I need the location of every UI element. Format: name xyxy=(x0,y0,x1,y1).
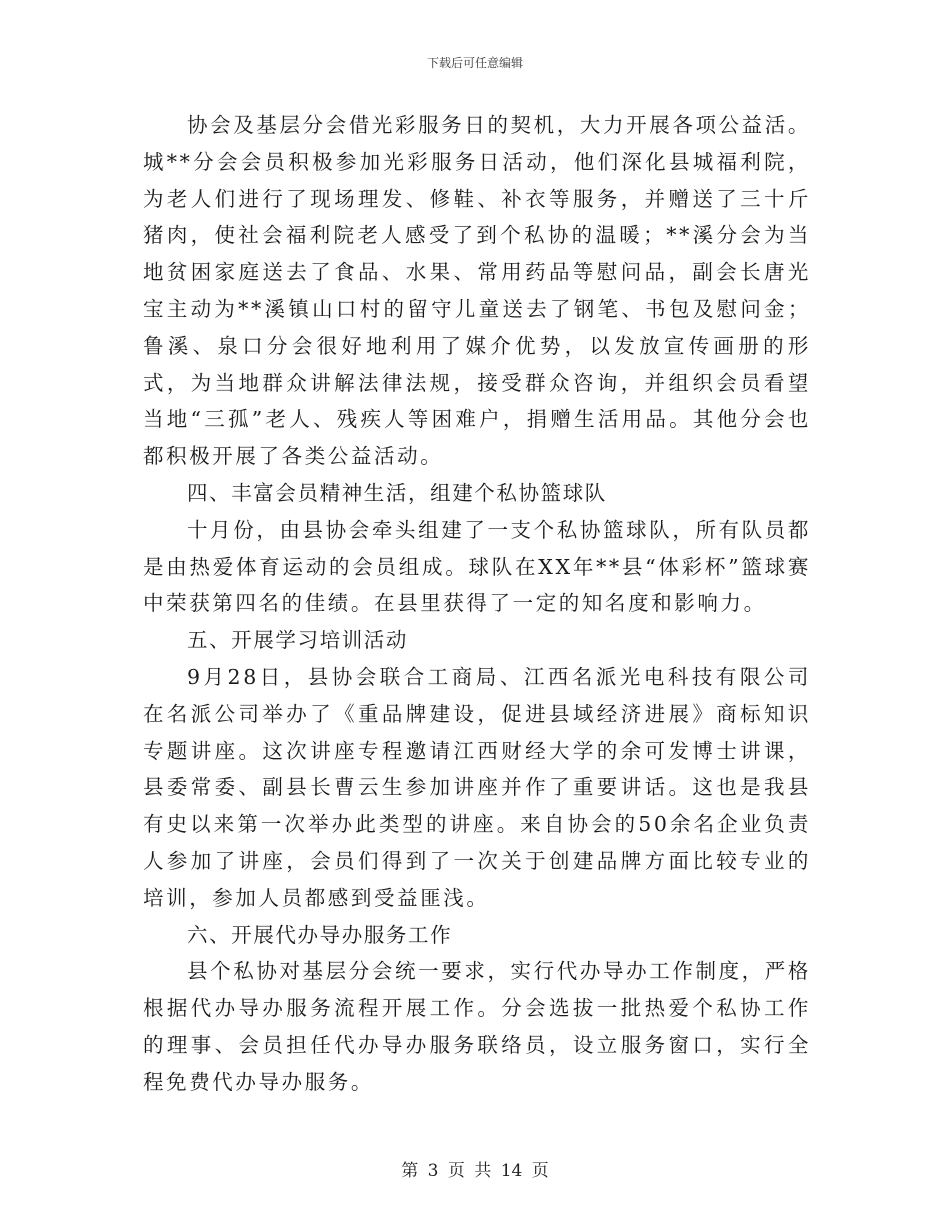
paragraph-training: 9月28日，县协会联合工商局、江西名派光电科技有限公司在名派公司举办了《重品牌建设，促进县域经济进展》商标知识专题讲座。这次讲座专程邀请江西财经大学的余可发博士讲课，县委常委、副县长曹云生参加讲座并作了重要讲话。这也是我县有史以来第一次举办此类型的讲座。来自协会的50余名企业负责人参加了讲座，会员们得到了一次关于创建品牌方面比较专业的培训，参加人员都感到受益匪浅。 xyxy=(143,664,811,910)
paragraph-agency-service: 县个私协对基层分会统一要求，实行代办导办工作制度，严格根据代办导办服务流程开展工作。分会选拔一批热爱个私协工作的理事、会员担任代办导办服务联络员，设立服务窗口，实行全程免费代办导办服务。 xyxy=(143,959,811,1094)
paragraph-public-welfare: 协会及基层分会借光彩服务日的契机，大力开展各项公益活。城**分会会员积极参加光彩服务日活动，他们深化县城福利院，为老人们进行了现场理发、修鞋、补衣等服务，并赠送了三十斤猪肉，使社会福利院老人感受了到个私协的温暖；**溪分会为当地贫困家庭送去了食品、水果、常用药品等慰问品，副会长唐光宝主动为**溪镇山口村的留守儿童送去了钢笔、书包及慰问金；鲁溪、泉口分会很好地利用了媒介优势，以发放宣传画册的形式，为当地群众讲解法律法规，接受群众咨询，并组织会员看望当地“三孤”老人、残疾人等困难户，捐赠生活用品。其他分会也都积极开展了各类公益活动。 xyxy=(143,113,811,469)
document-body xyxy=(143,107,811,1101)
paragraph-basketball: 十月份，由县协会牵头组建了一支个私协篮球队，所有队员都是由热爱体育运动的会员组成。球队在XX年**县“体彩杯”篮球赛中荣获第四名的佳绩。在县里获得了一定的知名度和影响力。 xyxy=(143,517,811,616)
page-number: 第 3 页 共 14 页 xyxy=(401,1161,549,1181)
section-heading-basketball: 四、丰富会员精神生活，组建个私协篮球队 xyxy=(187,480,607,505)
section-heading-training: 五、开展学习培训活动 xyxy=(187,628,408,653)
page-header-note: 下载后可任意编辑 xyxy=(426,56,523,70)
section-heading-agency-service: 六、开展代办导办服务工作 xyxy=(187,922,453,947)
